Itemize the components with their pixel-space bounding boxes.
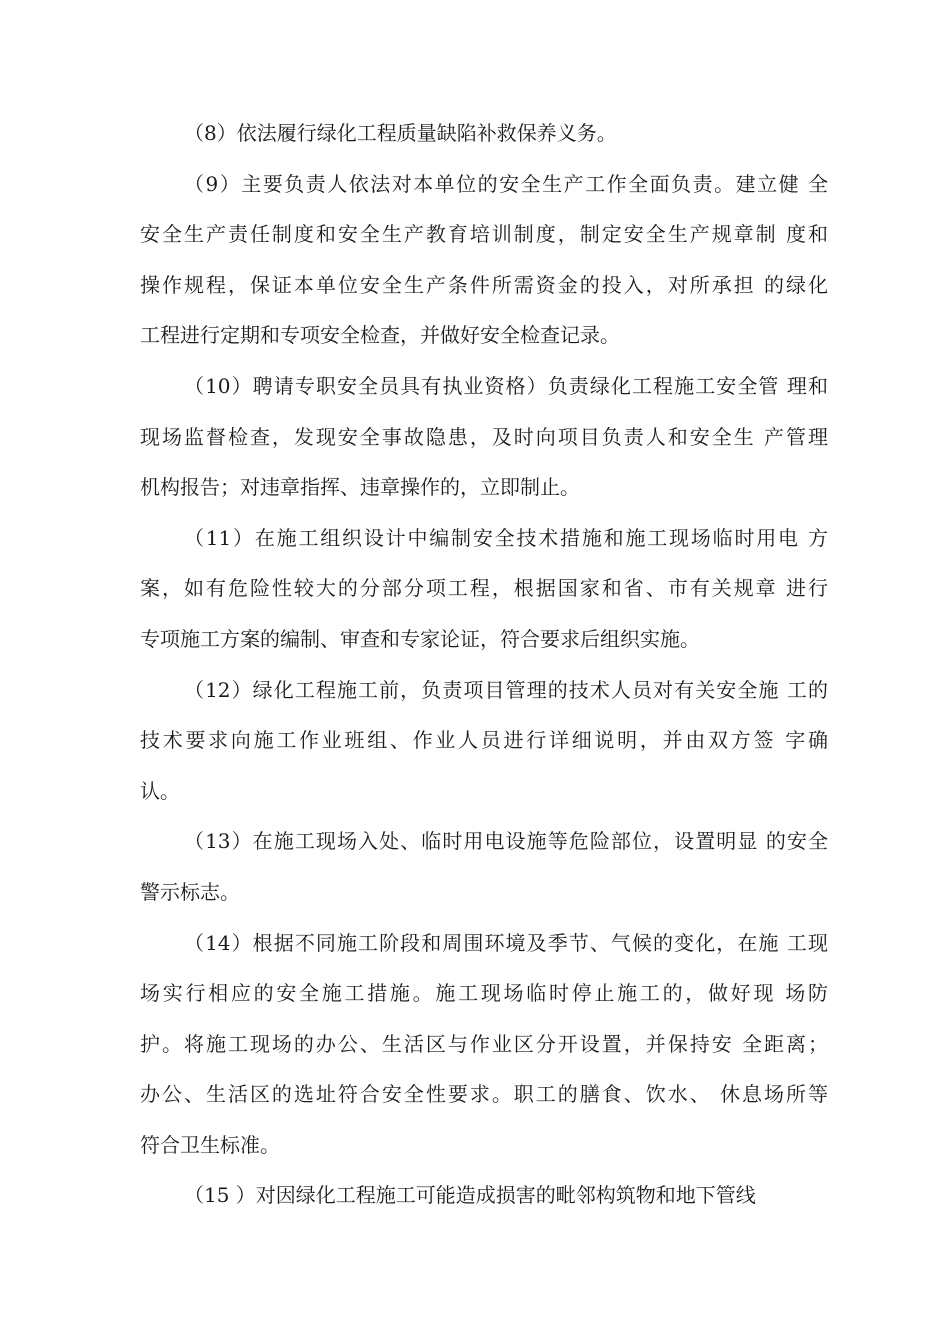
paragraph-14-line-2: 场实行相应的安全施工措施。施工现场临时停止施工的，做好现 场防: [140, 981, 828, 1006]
paragraph-12-line-3: 认。: [140, 778, 180, 803]
paragraph-14-line-5: 符合卫生标准。: [140, 1132, 280, 1157]
paragraph-12-line-1: （12）绿化工程施工前，负责项目管理的技术人员对有关安全施 工的: [184, 677, 828, 702]
paragraph-14-line-3: 护。将施工现场的办公、生活区与作业区分开设置，并保持安 全距离；: [140, 1031, 828, 1056]
paragraph-9-line-1: （9）主要负责人依法对本单位的安全生产工作全面负责。建立健 全: [184, 171, 828, 196]
paragraph-14-line-1: （14）根据不同施工阶段和周围环境及季节、气候的变化，在施 工现: [184, 930, 828, 955]
paragraph-9-line-3: 操作规程，保证本单位安全生产条件所需资金的投入，对所承担 的绿化: [140, 272, 828, 297]
paragraph-9-line-4: 工程进行定期和专项安全检查，并做好安全检查记录。: [140, 323, 620, 348]
paragraph-10-line-1: （10）聘请专职安全员具有执业资格）负责绿化工程施工安全管 理和: [184, 373, 828, 398]
paragraph-10-line-2: 现场监督检查，发现安全事故隐患，及时向项目负责人和安全生 产管理: [140, 424, 828, 449]
document-body: [140, 108, 828, 1221]
paragraph-13-line-1: （13）在施工现场入处、临时用电设施等危险部位，设置明显 的安全: [184, 829, 828, 854]
paragraph-9-line-2: 安全生产责任制度和安全生产教育培训制度，制定安全生产规章制 度和: [140, 222, 828, 247]
paragraph-11-line-1: （11）在施工组织设计中编制安全技术措施和施工现场临时用电 方: [184, 525, 828, 550]
paragraph-14-line-4: 办公、生活区的选址符合安全性要求。职工的膳食、饮水、 休息场所等: [140, 1082, 828, 1107]
paragraph-12-line-2: 技术要求向施工作业班组、作业人员进行详细说明，并由双方签 字确: [140, 728, 828, 753]
paragraph-10-line-3: 机构报告；对违章指挥、违章操作的，立即制止。: [140, 475, 580, 500]
paragraph-13-line-2: 警示标志。: [140, 879, 240, 904]
paragraph-11-line-2: 案，如有危险性较大的分部分项工程，根据国家和省、市有关规章 进行: [140, 576, 828, 601]
paragraph-15-line-1: （15 ）对因绿化工程施工可能造成损害的毗邻构筑物和地下管线: [184, 1183, 756, 1208]
paragraph-8-line-1: （8）依法履行绿化工程质量缺陷补救保养义务。: [184, 121, 617, 145]
paragraph-11-line-3: 专项施工方案的编制、审查和专家论证，符合要求后组织实施。: [140, 626, 700, 651]
